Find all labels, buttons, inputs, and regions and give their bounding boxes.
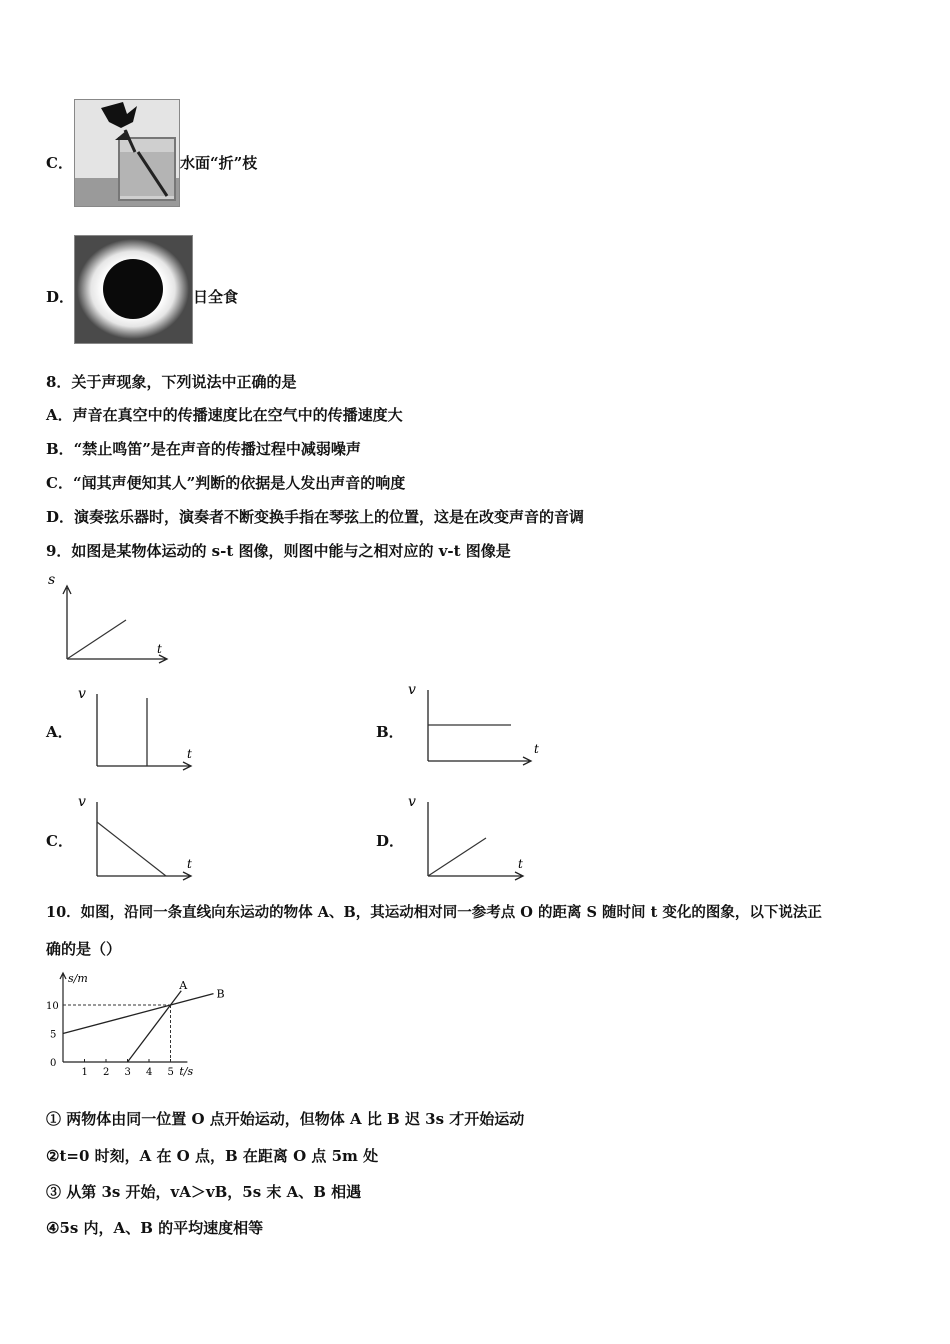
q8-option-c: C．“闻其声便知其人”判断的依据是人发出声音的响度	[46, 474, 406, 492]
st-graph	[44, 570, 184, 666]
y-tick-label: 0	[50, 1058, 57, 1069]
increasing-line	[428, 838, 486, 876]
series-A-label: A	[179, 978, 188, 992]
y-tick-label: 10	[46, 1001, 59, 1012]
x-tick-label: 5	[167, 1067, 174, 1078]
q10-statement-4: ④5s 内，A、B 的平均速度相等	[46, 1219, 264, 1237]
option-label: C．	[46, 154, 73, 172]
q10-statement-1: ① 两物体由同一位置 O 点开始运动，但物体 A 比 B 迟 3s 才开始运动	[46, 1110, 525, 1128]
series-B-line	[63, 994, 214, 1034]
y-axis-label: s/m	[68, 972, 88, 985]
axis-xlabel: t	[187, 747, 192, 761]
q7-d-caption: 日全食	[193, 288, 239, 306]
q8-stem: 8．关于声现象，下列说法中正确的是	[46, 373, 297, 391]
q9-option-b-label: B．	[376, 723, 404, 741]
solar-eclipse-image	[74, 235, 193, 344]
series-A-line	[128, 991, 182, 1062]
q9-stem: 9．如图是某物体运动的 s-t 图像，则图中能与之相对应的 v-t 图像是	[46, 542, 511, 560]
decreasing-line	[97, 822, 166, 876]
st-graph-ylabel: s	[48, 572, 56, 588]
axis-ylabel: v	[408, 794, 416, 810]
q9-option-d-label: D．	[376, 832, 405, 850]
series-B-label: B	[216, 987, 225, 1001]
q8-option-a: A．声音在真空中的传播速度比在空气中的传播速度大	[46, 406, 403, 424]
q9-option-c-label: C．	[46, 832, 73, 850]
q9-option-d-graph	[404, 790, 534, 882]
q8-option-b: B．“禁止鸣笛”是在声音的传播过程中减弱噪声	[46, 440, 361, 458]
axis-xlabel: t	[518, 857, 523, 871]
q9-option-a-label: A．	[46, 723, 73, 741]
q10-statement-2: ②t=0 时刻，A 在 O 点，B 在距离 O 点 5m 处	[46, 1147, 379, 1165]
st-graph-line	[67, 620, 126, 659]
q9-option-b-graph	[404, 678, 544, 770]
q7-c-caption: 水面“折”枝	[180, 154, 258, 172]
x-tick-label: 3	[124, 1067, 131, 1078]
x-tick-label: 2	[103, 1067, 110, 1078]
q9-option-c-graph	[74, 790, 204, 882]
x-tick-label: 1	[81, 1067, 88, 1078]
option-label: D．	[46, 288, 75, 306]
x-tick-label: 4	[146, 1067, 153, 1078]
axis-xlabel: t	[187, 857, 192, 871]
axis-ylabel: v	[78, 686, 86, 702]
axis-ylabel: v	[408, 682, 416, 698]
y-tick-label: 5	[50, 1029, 57, 1041]
q10-stem-line2: 确的是（）	[46, 940, 122, 958]
q8-option-d: D．演奏弦乐器时，演奏者不断变换手指在琴弦上的位置，这是在改变声音的音调	[46, 508, 585, 526]
q10-stem-line1: 10．如图，沿同一条直线向东运动的物体 A、B，其运动相对同一参考点 O 的距离 S 随时间 t 变化的图象，以下说法正	[46, 904, 822, 921]
x-axis-label: t/s	[179, 1065, 194, 1078]
axis-ylabel: v	[78, 794, 86, 810]
q10-statement-3: ③ 从第 3s 开始，vA＞vB，5s 末 A、B 相遇	[46, 1183, 362, 1201]
flower-in-water-image	[74, 99, 180, 207]
q9-option-a-graph	[74, 682, 204, 774]
q10-st-chart	[44, 970, 234, 1078]
st-graph-xlabel: t	[157, 642, 162, 656]
axis-xlabel: t	[534, 742, 539, 756]
